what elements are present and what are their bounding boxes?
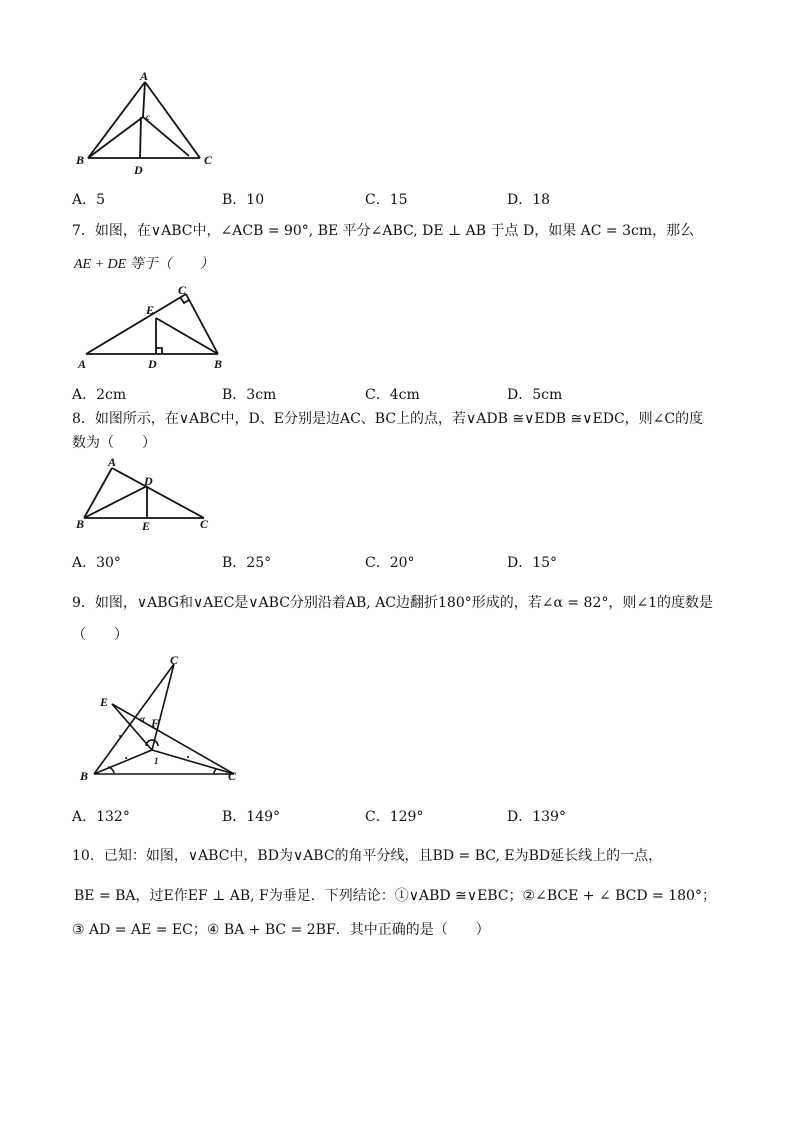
q9-label-C: C [228, 769, 237, 783]
q9-option-d: D．139° [507, 809, 566, 825]
q6-label-C: C [204, 153, 213, 167]
q9-label-B: B [80, 769, 89, 783]
q8-label-B: B [76, 517, 85, 531]
q7-label-C: C [178, 283, 187, 297]
q6-label-B: B [76, 153, 85, 167]
q6-option-a: A．5 [72, 192, 106, 208]
q8-option-a: A．30° [72, 555, 121, 571]
q7-label-A: A [78, 357, 87, 371]
q6-label-O: c [146, 112, 150, 122]
q7-stem-line2: AE + DE 等于（ ） [74, 257, 214, 272]
q8-label-C: C [200, 517, 209, 531]
q10-stem-line3: ③ AD = AE = EC；④ BA + BC = 2BF．其中正确的是（ ） [72, 922, 490, 938]
q10-stem-line2: BE = BA，过E作EF ⊥ AB, F为垂足．下列结论：①∨ABD ≅∨EBC；②∠BCE + ∠ BCD = 180°； [74, 888, 716, 904]
q9-label-E: E [100, 695, 109, 709]
q6-figure [70, 70, 220, 180]
q8-figure [72, 456, 222, 536]
q7-label-B: B [214, 357, 223, 371]
q9-label-alpha: α [140, 714, 145, 724]
q9-label-C-top: C [170, 653, 179, 667]
q8-label-A: A [108, 456, 117, 469]
q7-option-d: D．5cm [507, 387, 563, 403]
q7-label-D: D [148, 357, 157, 371]
q8-stem-line1: 8．如图所示，在∨ABC中，D、E分别是边AC、BC上的点，若∨ADB ≅∨EDB ≅∨EDC，则∠C的度 [72, 411, 704, 427]
q9-option-c: C．129° [365, 809, 424, 825]
q7-option-a: A．2cm [72, 387, 127, 403]
q9-figure [76, 652, 246, 786]
q8-label-E: E [142, 519, 151, 533]
q10-stem-line1: 10．已知：如图，∨ABC中，BD为∨ABC的角平分线，且BD = BC, E为BD延长线上的一点， [72, 848, 663, 864]
q6-label-D: D [134, 163, 143, 177]
q9-label-F: F [151, 716, 160, 730]
q6-option-d: D．18 [507, 192, 551, 208]
q8-stem-line2: 数为（ ） [72, 435, 156, 451]
q9-stem-line1: 9．如图，∨ABG和∨AEC是∨ABC分别沿着AB, AC边翻折180°形成的，若∠α = 82°，则∠1的度数是 [72, 595, 714, 611]
q8-label-D: D [144, 474, 153, 488]
q9-stem-line2: （ ） [72, 627, 128, 643]
q6-option-c: C．15 [365, 192, 408, 208]
q7-stem-line1: 7．如图，在∨ABC中，∠ACB = 90°, BE 平分∠ABC, DE ⊥ AB 于点 D，如果 AC = 3cm，那么 [72, 223, 695, 239]
q6-label-A: A [140, 70, 149, 83]
q7-label-E: E [146, 303, 155, 317]
q8-option-d: D．15° [507, 555, 558, 571]
q6-option-b: B．10 [222, 192, 265, 208]
q7-option-c: C．4cm [365, 387, 420, 403]
q7-option-b: B．3cm [222, 387, 277, 403]
q9-option-a: A．132° [72, 809, 130, 825]
q7-figure [72, 282, 242, 374]
q9-option-b: B．149° [222, 809, 281, 825]
q9-label-one: 1 [154, 756, 159, 766]
q8-option-c: C．20° [365, 555, 415, 571]
q8-option-b: B．25° [222, 555, 272, 571]
